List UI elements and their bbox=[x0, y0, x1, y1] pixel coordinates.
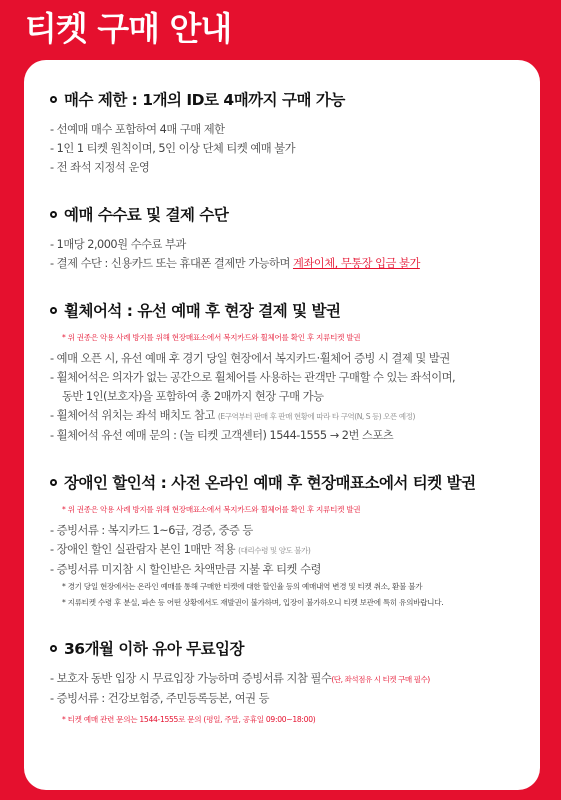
section-infant-free bbox=[50, 637, 540, 728]
section-heading bbox=[50, 637, 540, 659]
info-card bbox=[24, 60, 540, 790]
heading-text: 예매 수수료 및 결제 수단 bbox=[64, 206, 229, 224]
info-subnote: (E구역부터 판매 후 판매 현황에 따라 타 구역(N, S 등) 오픈 예정) bbox=[217, 412, 415, 421]
section-heading bbox=[50, 203, 540, 225]
info-line: - 예매 오픈 시, 유선 예매 후 경기 당일 현장에서 복지카드·휠체어 증빙 시 결제 및 발권 bbox=[50, 352, 450, 365]
bullet-circle-icon bbox=[50, 96, 57, 103]
info-line: - 증빙서류 : 복지카드 1~6급, 경증, 중증 등 bbox=[50, 524, 253, 537]
info-text: - 결제 수단 : 신용카드 또는 휴대폰 결제만 가능하며 bbox=[50, 257, 293, 270]
info-text: - 보호자 동반 입장 시 무료입장 가능하며 증빙서류 지참 필수 bbox=[50, 672, 332, 685]
section-wheelchair bbox=[50, 299, 540, 445]
section-purchase-limit bbox=[50, 88, 540, 177]
info-line bbox=[50, 669, 540, 689]
heading-text: 휠체어석 : 유선 예매 후 현장 결제 및 발권 bbox=[64, 302, 341, 320]
bullet-circle-icon bbox=[50, 211, 57, 218]
red-note: * 위 권종은 악용 사례 방지를 위해 현장매표소에서 복지카드와 휠체어를 확인 후 지류티켓 발권 bbox=[62, 505, 361, 514]
info-line: - 전 좌석 지정석 운영 bbox=[50, 161, 150, 174]
info-line: - 증빙서류 미지참 시 할인받은 차액만큼 지불 후 티켓 수령 bbox=[50, 563, 321, 576]
section-heading bbox=[50, 471, 540, 493]
section-heading bbox=[50, 88, 540, 110]
info-subnote: (대리수령 및 양도 불가) bbox=[238, 546, 311, 555]
bullet-circle-icon bbox=[50, 479, 57, 486]
heading-text: 매수 제한 : 1개의 ID로 4매까지 구매 가능 bbox=[64, 91, 345, 109]
section-disabled-discount bbox=[50, 471, 540, 611]
info-line: - 휠체어석은 의자가 없는 공간으로 휠체어를 사용하는 관객만 구매할 수 있는 좌석이며, bbox=[50, 371, 456, 384]
info-line: - 휠체어석 유선 예매 문의 : (놀 티켓 고객센터) 1544-1555 → 2번 스포츠 bbox=[50, 429, 394, 442]
info-line bbox=[50, 406, 540, 426]
section-fee-payment bbox=[50, 203, 540, 273]
red-note: * 위 권종은 악용 사례 방지를 위해 현장매표소에서 복지카드와 휠체어를 확인 후 지류티켓 발권 bbox=[62, 333, 361, 342]
dark-note: * 경기 당일 현장에서는 온라인 예매를 통해 구매한 티켓에 대한 할인율 등의 예매내역 변경 및 티켓 취소, 환불 불가 bbox=[62, 582, 423, 591]
section-heading bbox=[50, 299, 540, 321]
heading-text: 장애인 할인석 : 사전 온라인 예매 후 현장매표소에서 티켓 발권 bbox=[64, 474, 476, 492]
info-text: - 장애인 할인 실관람자 본인 1매만 적용 bbox=[50, 543, 239, 556]
red-note: * 티켓 예매 관련 문의는 1544-1555로 문의 (평일, 주말, 공휴일 09:00~18:00) bbox=[62, 715, 316, 724]
bullet-circle-icon bbox=[50, 307, 57, 314]
page-title: 티켓 구매 안내 bbox=[25, 9, 232, 48]
info-text: - 휠체어석 위치는 좌석 배치도 참고 bbox=[50, 409, 218, 422]
info-line: - 1매당 2,000원 수수료 부과 bbox=[50, 238, 186, 251]
payment-restriction-link[interactable]: 계좌이체, 무통장 입금 불가 bbox=[292, 257, 420, 270]
info-line: - 증빙서류 : 건강보험증, 주민등록등본, 여권 등 bbox=[50, 692, 270, 705]
bullet-circle-icon bbox=[50, 645, 57, 652]
info-line bbox=[50, 254, 540, 273]
info-line: 동반 1인(보호자)을 포함하여 총 2매까지 현장 구매 가능 bbox=[62, 390, 324, 403]
info-line: - 선예매 매수 포함하여 4매 구매 제한 bbox=[50, 123, 225, 136]
info-line: - 1인 1 티켓 원칙이며, 5인 이상 단체 티켓 예매 불가 bbox=[50, 142, 296, 155]
heading-text: 36개월 이하 유아 무료입장 bbox=[64, 640, 244, 658]
info-subnote: (단, 좌석점유 시 티켓 구매 필수) bbox=[331, 675, 430, 684]
info-line bbox=[50, 540, 540, 560]
dark-note: * 지류티켓 수령 후 분실, 파손 등 어떤 상황에서도 재발권이 불가하며, 입장이 불가하오니 티켓 보관에 특히 유의바랍니다. bbox=[62, 598, 444, 607]
